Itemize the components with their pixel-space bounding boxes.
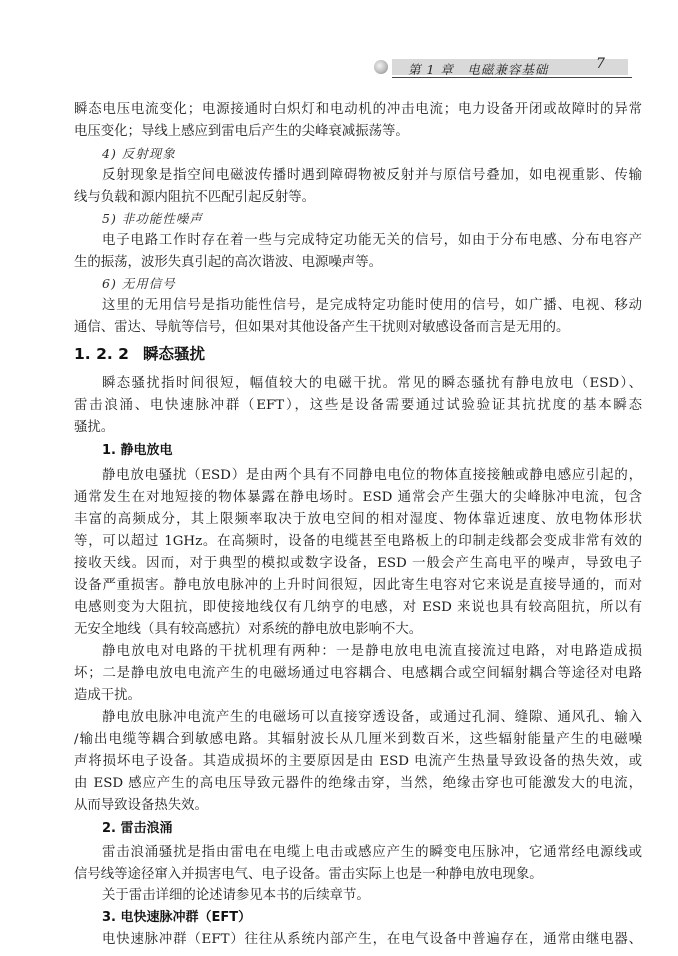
text-line: 这里的无用信号是指功能性信号，是完成特定功能时使用的信号，如广播、电视、移动 xyxy=(102,298,642,313)
subheading-nonfunctional-noise: 5) 非功能性噪声 xyxy=(102,211,203,226)
text-line: 静电放电对电路的干扰机理有两种：一是静电放电电流直接流过电路，对电路造成损 xyxy=(102,644,642,659)
heading-lightning-surge: 2. 雷击浪涌 xyxy=(102,821,173,836)
text-line: 丰富的高频成分，其上限频率取决于放电空间的相对湿度、物体靠近速度、放电物体形状 xyxy=(74,512,642,527)
section-number: 1. 2. 2 xyxy=(74,345,129,363)
chapter-title: 第 1 章 电磁兼容基础 xyxy=(408,62,549,77)
text-line: 关于雷击详细的论述请参见本书的后续章节。 xyxy=(102,888,370,903)
section-title: 瞬态骚扰 xyxy=(142,345,205,363)
subheading-useless-signal: 6) 无用信号 xyxy=(102,276,176,291)
text-line: 瞬态骚扰指时间很短，幅值较大的电磁干扰。常见的瞬态骚扰有静电放电（ESD）、 xyxy=(102,376,642,391)
text-line: 电感则变为大阻抗，即使接地线仅有几纳亨的电感，对 ESD 来说也具有较高阻抗，所以有 xyxy=(74,600,642,615)
text-line: 电快速脉冲群（EFT）往往从系统内部产生，在电气设备中普遍存在，通常由继电器、 xyxy=(102,932,642,947)
text-line: 生的振荡，波形失真引起的高次谐波、电源噪声等。 xyxy=(74,255,382,270)
section-heading xyxy=(74,343,205,365)
header-ornament-icon xyxy=(374,60,388,74)
text-line: 雷击浪涌、电快速脉冲群（EFT），这些是设备需要通过试验验证其抗扰度的基本瞬态 xyxy=(74,398,642,413)
text-line: 声将损坏电子设备。其造成损坏的主要原因是由 ESD 电流产生热量导致设备的热失效，或 xyxy=(74,754,642,769)
text-line: 线与负载和源内阻抗不匹配引起反射等。 xyxy=(74,190,316,205)
text-line: 电子电路工作时存在着一些与完成特定功能无关的信号，如由于分布电感、分布电容产 xyxy=(102,233,642,248)
text-line: 通常发生在对地短接的物体暴露在静电场时。ESD 通常会产生强大的尖峰脉冲电流，包含 xyxy=(74,490,642,505)
text-line: 骚扰。 xyxy=(74,420,115,435)
text-line: 反射现象是指空间电磁波传播时遇到障碍物被反射并与原信号叠加，如电视重影、传输 xyxy=(102,168,642,183)
text-line: 雷击浪涌骚扰是指由雷电在电缆上电击或感应产生的瞬变电压脉冲，它通常经电源线或 xyxy=(102,845,642,860)
text-line: 无安全地线（具有较高感抗）对系统的静电放电影响不大。 xyxy=(74,622,423,637)
text-line: 从而导致设备热失效。 xyxy=(74,798,208,813)
heading-esd: 1. 静电放电 xyxy=(102,443,173,458)
text-line: 瞬态电压电流变化；电源接通时白炽灯和电动机的冲击电流；电力设备开闭或故障时的异常 xyxy=(74,102,642,117)
text-line: /输出电缆等耦合到敏感电路。其辐射波长从几厘米到数百米，这些辐射能量产生的电磁噪 xyxy=(74,732,642,747)
subheading-reflection: 4) 反射现象 xyxy=(102,146,176,161)
text-line: 静电放电脉冲电流产生的电磁场可以直接穿透设备，或通过孔洞、缝隙、通风孔、输入 xyxy=(102,710,642,725)
text-line: 设备严重损害。静电放电脉冲的上升时间很短，因此寄生电容对它来说是直接导通的，而对 xyxy=(74,578,642,593)
page-number: 7 xyxy=(596,56,605,72)
text-line: 通信、雷达、导航等信号，但如果对其他设备产生干扰则对敏感设备而言是无用的。 xyxy=(74,320,570,335)
text-line: 接收天线。因而，对于典型的模拟或数字设备，ESD 一般会产生高电平的噪声，导致电子 xyxy=(74,556,642,571)
text-line: 电压变化；导线上感应到雷电后产生的尖峰衰减振荡等。 xyxy=(74,124,409,139)
text-line: 静电放电骚扰（ESD）是由两个具有不同静电电位的物体直接接触或静电感应引起的， xyxy=(102,468,642,483)
running-header xyxy=(0,56,678,80)
text-line: 造成干扰。 xyxy=(74,688,141,703)
text-line: 由 ESD 感应产生的高电压导致元器件的绝缘击穿，当然，绝缘击穿也可能激发大的电流， xyxy=(74,776,642,791)
heading-eft: 3. 电快速脉冲群（EFT） xyxy=(102,910,252,925)
header-rule xyxy=(392,77,632,78)
text-line: 等，可以超过 1GHz。在高频时，设备的电缆甚至电路板上的印制走线都会变成非常有效的 xyxy=(74,534,642,549)
text-line: 信号线等途径窜入并损害电气、电子设备。雷击实际上也是一种静电放电现象。 xyxy=(74,867,543,882)
text-line: 坏；二是静电放电电流产生的电磁场通过电容耦合、电感耦合或空间辐射耦合等途径对电路 xyxy=(74,666,642,681)
